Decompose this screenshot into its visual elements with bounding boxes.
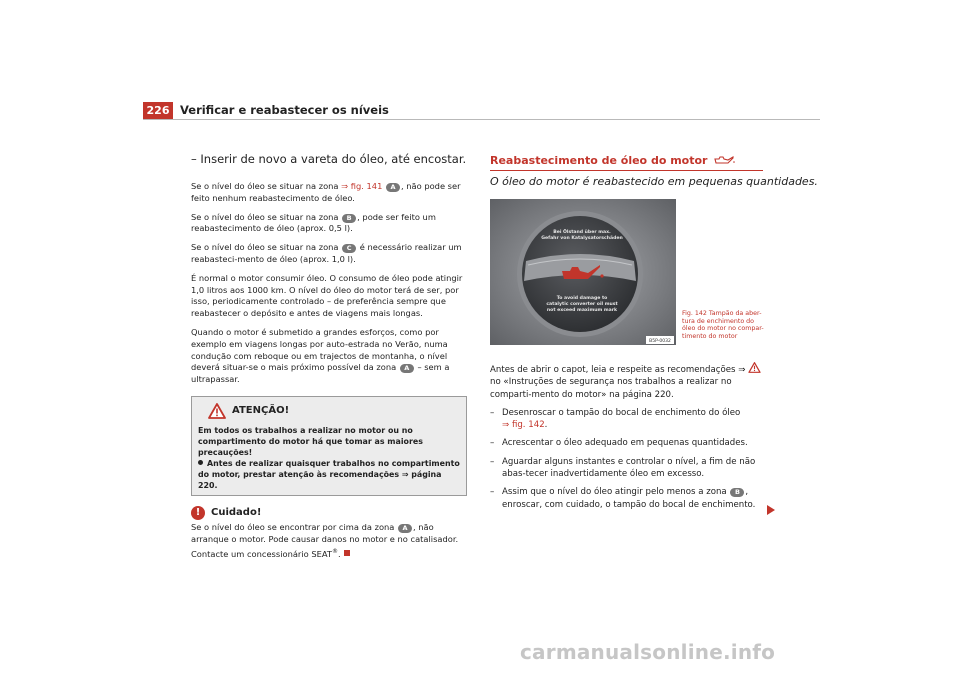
zone-b-badge: B: [730, 488, 744, 497]
next-page-arrow-icon[interactable]: [767, 505, 775, 515]
paragraph-zone-c: Se o nível do óleo se situar na zona C é necessário realizar um reabasteci-mento de óleo (aprox. 1,0 l).: [191, 242, 462, 264]
section-end-marker: [344, 550, 350, 556]
svg-text:To avoid damage to: To avoid damage to: [556, 296, 608, 301]
svg-text:B5P-0032: B5P-0032: [649, 339, 671, 344]
instruction-item: – Inserir de novo a vareta do óleo, até encostar.: [191, 152, 467, 166]
zone-a-badge: A: [386, 183, 400, 192]
step-4: – Assim que o nível do óleo atingir pelo menos a zona B , enroscar, com cuidado, o tampão do bocal de enchimento.: [490, 487, 756, 510]
step-3: – Aguardar alguns instantes e controlar o nível, a fim de não abas-tecer inadvertidamente óleo em excesso.: [490, 456, 756, 480]
paragraph-zone-a: Se o nível do óleo se situar na zona ⇒ fig. 141 A , não pode ser feito nenhum reabastecimento de óleo.: [191, 181, 461, 203]
paragraph-consumption: É normal o motor consumir óleo. O consumo de óleo pode atingir 1,0 litros aos 1000 km. O nível do óleo do motor terá de ser, por isso, periodicamente controlado – de preferência sempre que reabastecer o depósito e antes de viagens mais longas.: [191, 272, 463, 319]
svg-text:Gefahr von Katalysatorschäden: Gefahr von Katalysatorschäden: [541, 236, 623, 241]
fig-141-link[interactable]: ⇒ fig. 141: [341, 181, 383, 191]
header-divider: [143, 119, 820, 120]
oil-can-icon: [713, 155, 735, 165]
section-lead: O óleo do motor é reabastecido em pequenas quantidades.: [490, 175, 818, 188]
paragraph-heavy-load: Quando o motor é submetido a grandes esforços, como por exemplo em viagens longas por auto-estrada no Verão, numa condução com reboque ou em trajectos de montanha, o nível deverá situar-se o mais próximo possível da zona A – sem a ultrapassar.: [191, 326, 450, 385]
zone-b-badge: B: [342, 214, 356, 223]
fig-142-link[interactable]: ⇒ fig. 142: [502, 420, 545, 431]
section-title: Reabastecimento de óleo do motor: [490, 154, 763, 171]
left-column: [191, 152, 467, 560]
svg-text:catalytic converter oil must: catalytic converter oil must: [546, 302, 618, 307]
bullet-icon: [198, 460, 203, 465]
warning-text-1: Em todos os trabalhos a realizar no motor ou no compartimento do motor há que tomar as maiores precauções!: [198, 425, 423, 457]
oil-cap-illustration: [490, 199, 676, 345]
warning-triangle-icon: [748, 362, 761, 373]
zone-c-badge: C: [342, 244, 356, 253]
warning-triangle-icon: [208, 403, 226, 419]
watermark: carmanualsonline.info: [520, 640, 776, 664]
right-column: [490, 362, 765, 511]
caution-text: Se o nível do óleo se encontrar por cima da zona A , não arranque o motor. Pode causar danos no motor e no catalisador. Contacte um concessionário SEAT®.: [191, 521, 459, 559]
zone-a-badge: A: [400, 364, 414, 373]
page-header-title: Verificar e reabastecer os níveis: [180, 103, 389, 117]
figure-caption: Fig. 142 Tampão da aber-tura de enchimento do óleo do motor no compar-timento do motor: [682, 310, 764, 340]
oil-filler-cap-figure: [490, 199, 676, 345]
warning-box: [191, 396, 467, 496]
step-1: – Desenroscar o tampão do bocal de enchimento do óleo ⇒ fig. 142.: [490, 407, 741, 431]
caution-title: Cuidado!: [211, 507, 262, 519]
svg-text:not exceed maximum mark: not exceed maximum mark: [546, 308, 618, 313]
page-number: 226: [143, 102, 173, 119]
caution-icon: !: [191, 506, 205, 520]
warning-title: ATENÇÃO!: [232, 405, 290, 417]
zone-a-badge: A: [398, 524, 412, 533]
warning-text-2: Antes de realizar quaisquer trabalhos no compartimento do motor, prestar atenção às recomendações ⇒ página 220.: [198, 458, 460, 490]
svg-text:Bei Ölstand über max.: Bei Ölstand über max.: [553, 230, 611, 235]
caution-heading: [191, 506, 467, 520]
step-2: – Acrescentar o óleo adequado em pequenas quantidades.: [490, 438, 748, 449]
paragraph-zone-b: Se o nível do óleo se situar na zona B , pode ser feito um reabastecimento de óleo (aprox. 0,5 l).: [191, 211, 436, 234]
intro-paragraph: Antes de abrir o capot, leia e respeite as recomendações ⇒ no «Instruções de segurança nos trabalhos a realizar no comparti-mento do motor» na página 220.: [490, 362, 765, 401]
